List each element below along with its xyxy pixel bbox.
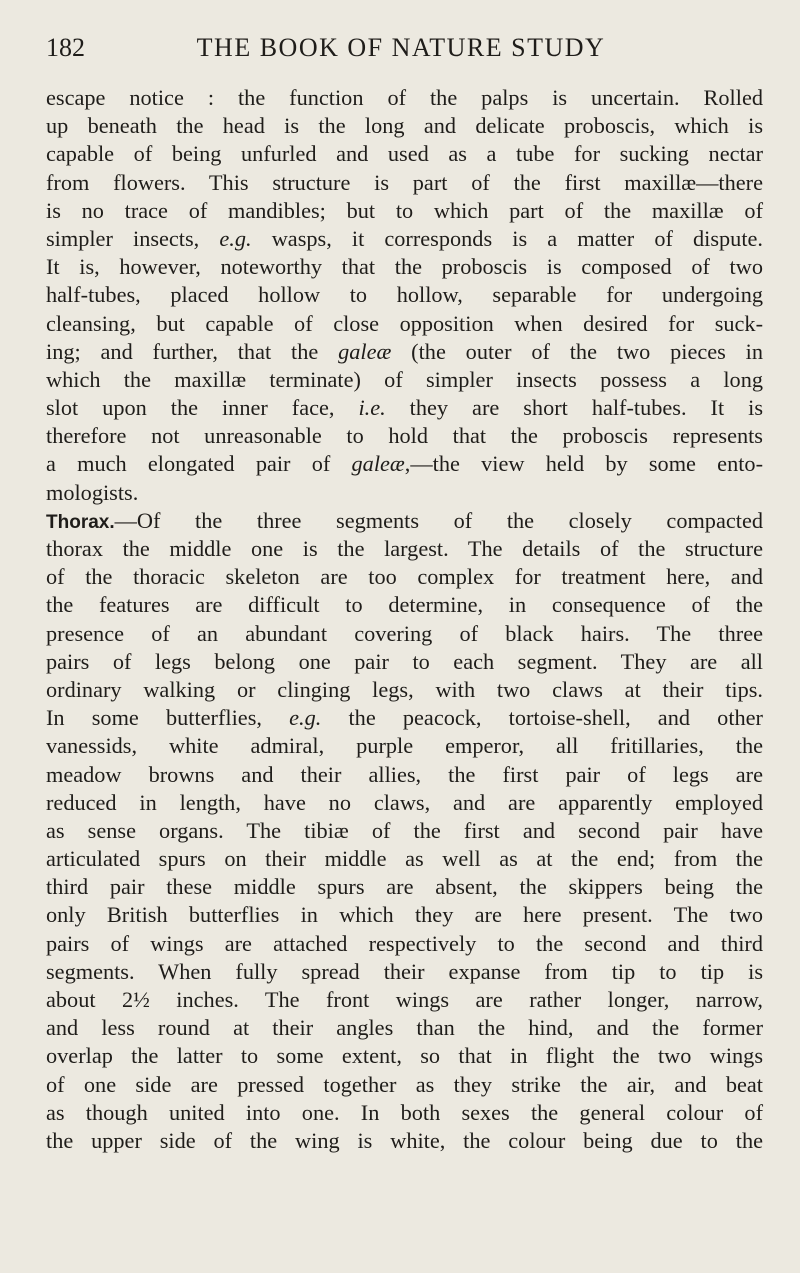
text-line: the upper side of the wing is white, the colour being due to the — [46, 1127, 763, 1153]
text-line: presence of an abundant covering of black hairs. The three — [46, 620, 763, 646]
text-line: pairs of wings are attached respectively to the second and third — [46, 930, 763, 956]
text-line: escape notice : the function of the palps is uncertain. Rolled — [46, 85, 763, 110]
text-line: third pair these middle spurs are absent, the skippers being the — [46, 874, 763, 900]
text-line: slot upon the inner face, i.e. they are short half-tubes. It is — [46, 395, 763, 421]
text-line: as though united into one. In both sexes the general colour of — [46, 1099, 763, 1125]
text-line: overlap the latter to some extent, so that in flight the two wings — [46, 1043, 763, 1069]
text-line: of one side are pressed together as they strike the air, and beat — [46, 1071, 763, 1097]
text-line: only British butterflies in which they are here present. The two — [46, 902, 763, 928]
text-line: ordinary walking or clinging legs, with two claws at their tips. — [46, 676, 763, 702]
text-line: about 2½ inches. The front wings are rather longer, narrow, — [46, 987, 763, 1012]
text-line: which the maxillæ terminate) of simpler insects possess a long — [46, 366, 763, 392]
text-line: segments. When fully spread their expanse from tip to tip is — [46, 958, 763, 984]
text-line: vanessids, white admiral, purple emperor, all fritillaries, the — [46, 733, 763, 759]
text-line-section-heading: Thorax.—Of the three segments of the closely compacted — [46, 507, 763, 533]
text-line: a much elongated pair of galeæ,—the view held by some ento- — [46, 451, 763, 477]
text-line: articulated spurs on their middle as well as at the end; from the — [46, 846, 763, 872]
text-line: therefore not unreasonable to hold that the proboscis represents — [46, 423, 763, 449]
text-line: thorax the middle one is the largest. The details of the structure — [46, 536, 763, 561]
body-text — [46, 84, 763, 1155]
text-line: up beneath the head is the long and delicate proboscis, which is — [46, 113, 763, 139]
text-line: ing; and further, that the galeæ (the outer of the two pieces in — [46, 338, 763, 364]
text-line: pairs of legs belong one pair to each segment. They are all — [46, 648, 763, 674]
text-line: from flowers. This structure is part of the first maxillæ—there — [46, 169, 763, 195]
text-line: It is, however, noteworthy that the proboscis is composed of two — [46, 254, 763, 280]
text-line: capable of being unfurled and used as a tube for sucking nectar — [46, 141, 763, 167]
text-line: of the thoracic skeleton are too complex for treatment here, and — [46, 564, 763, 590]
text-line: half-tubes, placed hollow to hollow, separable for undergoing — [46, 282, 763, 308]
text-line: simpler insects, e.g. wasps, it corresponds is a matter of dispute. — [46, 225, 763, 251]
text-line: cleansing, but capable of close opposition when desired for suck- — [46, 310, 763, 336]
page-number: 182 — [46, 33, 85, 62]
text-line: reduced in length, have no claws, and are apparently employed — [46, 789, 763, 815]
text-line: is no trace of mandibles; but to which part of the maxillæ of — [46, 197, 763, 223]
text-line: meadow browns and their allies, the first pair of legs are — [46, 761, 763, 787]
text-line: and less round at their angles than the hind, and the former — [46, 1015, 763, 1041]
running-title: THE BOOK OF NATURE STUDY — [196, 33, 606, 62]
text-line: In some butterflies, e.g. the peacock, tortoise-shell, and other — [46, 705, 763, 731]
running-head — [46, 30, 756, 70]
text-line: the features are difficult to determine, in consequence of the — [46, 592, 763, 618]
text-line: as sense organs. The tibiæ of the first and second pair have — [46, 817, 763, 843]
text-line: mologists. — [46, 479, 139, 505]
